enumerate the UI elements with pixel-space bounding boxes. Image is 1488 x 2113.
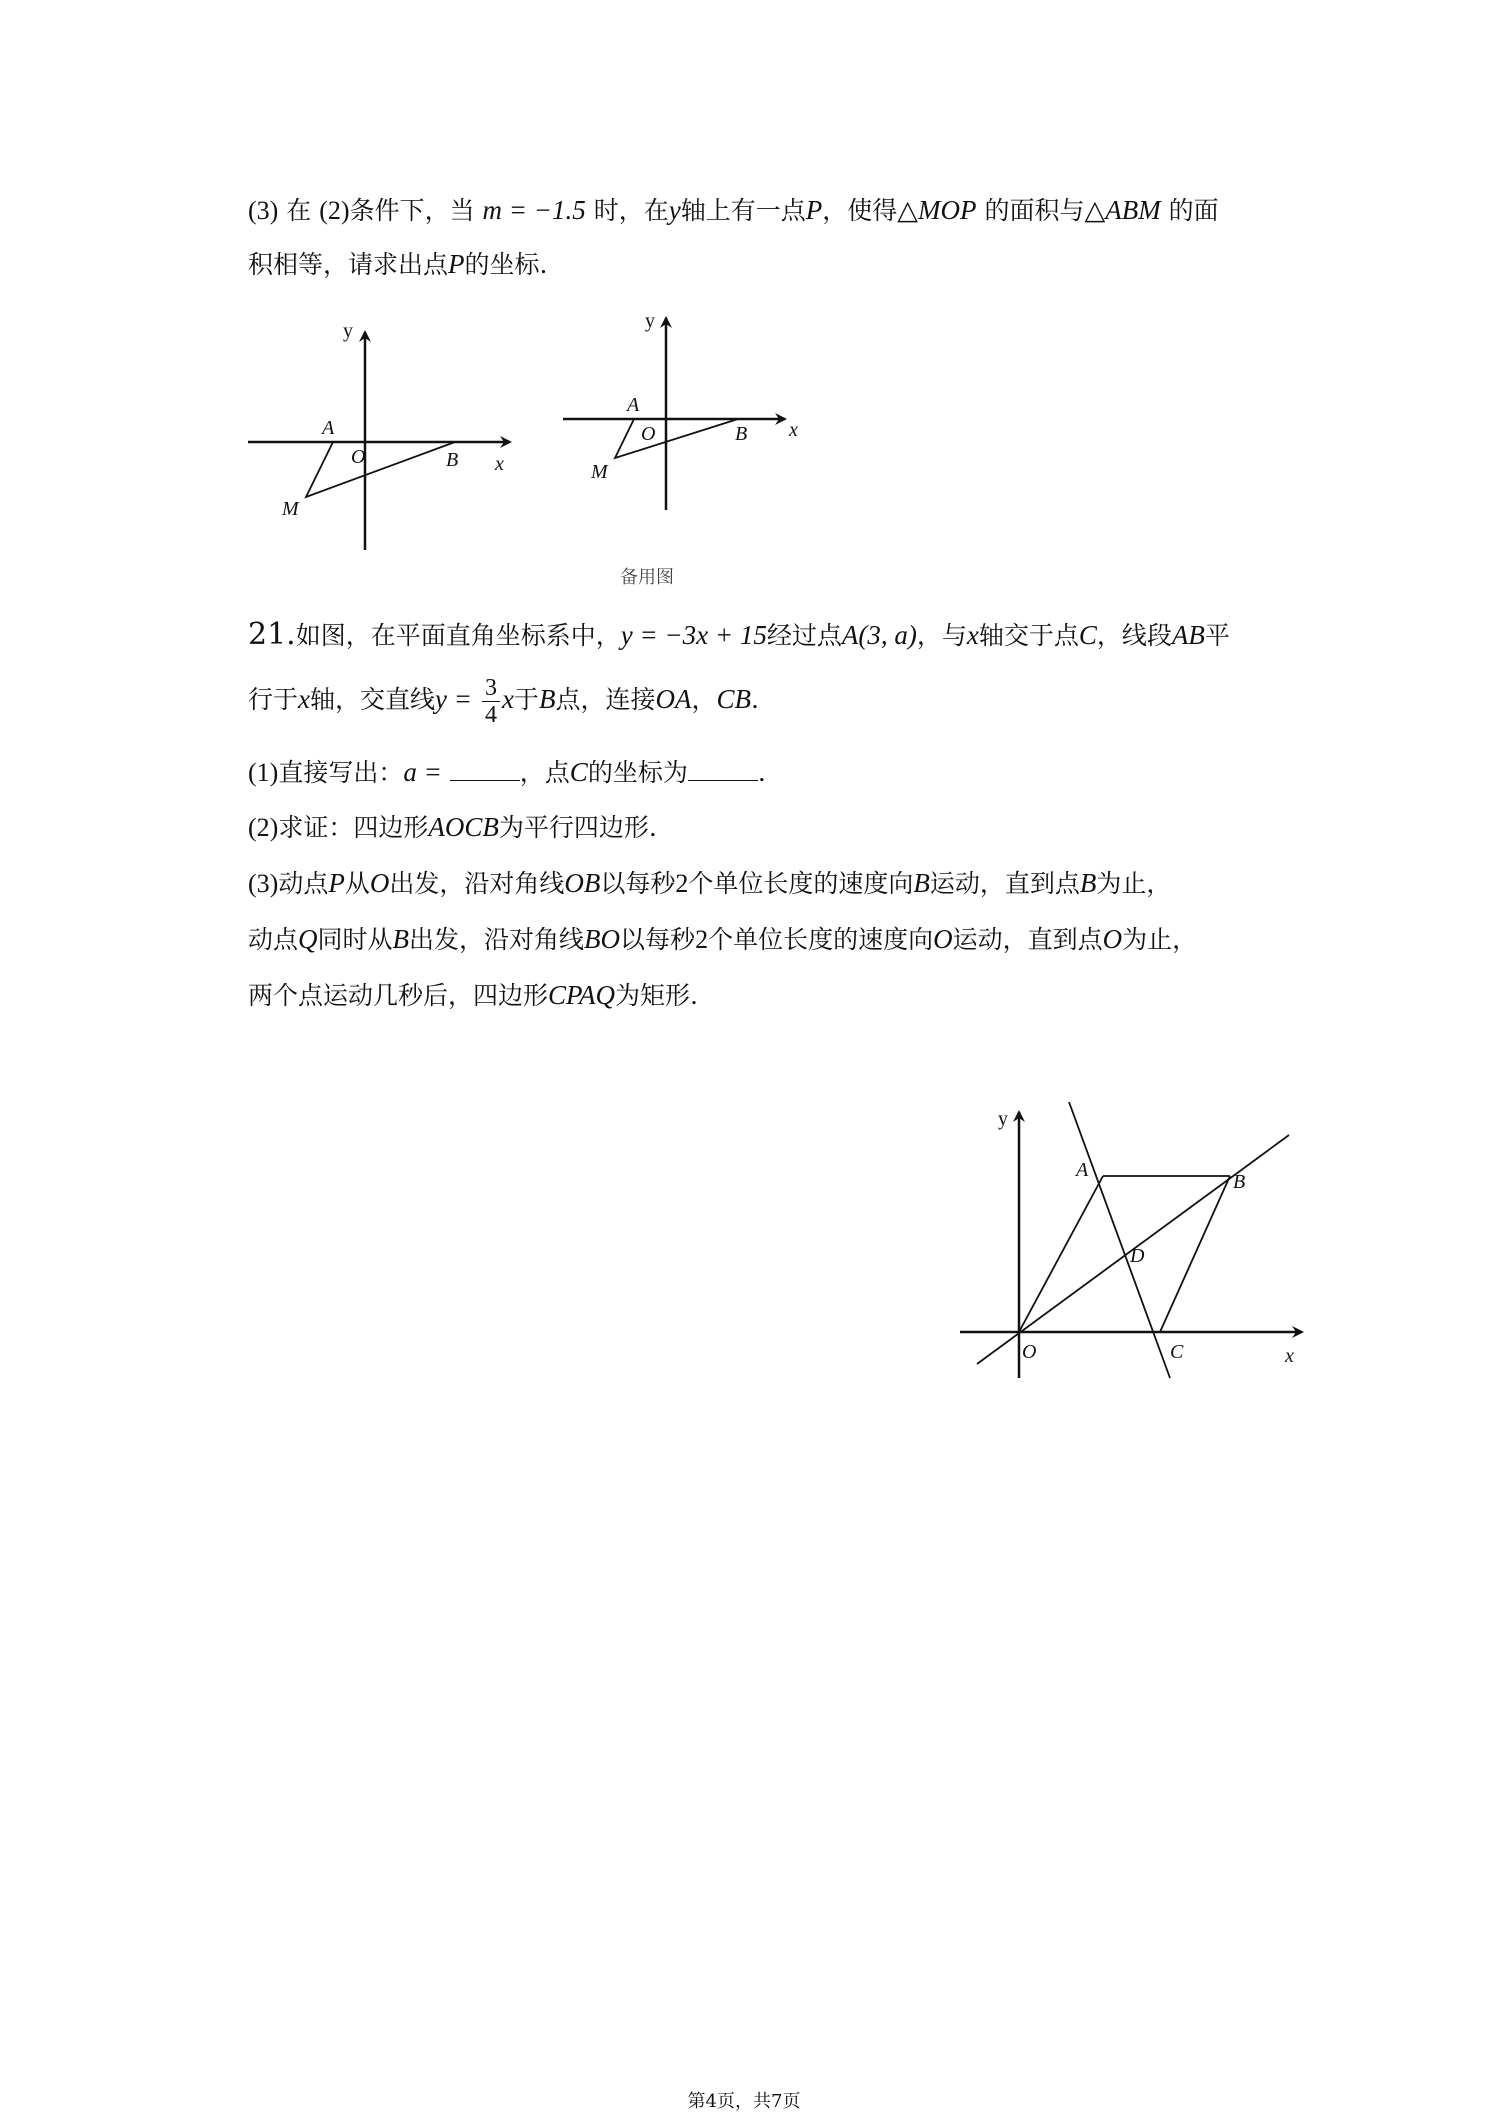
- label-x: x: [1285, 1345, 1294, 1367]
- label-x: x: [789, 419, 798, 441]
- triangle-abm: [615, 419, 738, 458]
- q21-part3-line2: 动点Q同时从B出发，沿对角线BO以每秒2个单位长度的速度向O运动，直到点O为止，: [248, 924, 1198, 954]
- line-y-eq-neg3x-plus-15: [1069, 1102, 1170, 1378]
- q21-line1: 21.如图，在平面直角坐标系中，y = −3x + 15经过点A(3, a)，与x轴交于点C，线段AB平: [248, 617, 1230, 652]
- q21-part3-line1: (3)动点P从O出发，沿对角线OB以每秒2个单位长度的速度向B运动，直到点B为止，: [248, 868, 1172, 898]
- figure-21: [960, 1090, 1320, 1390]
- label-o: O: [641, 423, 656, 445]
- label-x: x: [495, 453, 504, 475]
- segment-cb: [1160, 1176, 1230, 1332]
- label-m: M: [591, 461, 608, 483]
- q21-part1: (1)直接写出：a = ，点C的坐标为 .: [248, 757, 766, 787]
- label-b: B: [446, 449, 459, 471]
- q21-part2: (2)求证：四边形AOCB为平行四边形.: [248, 812, 657, 842]
- segment-oa: [1019, 1176, 1103, 1332]
- q21-line2: 行于x轴，交直线y = $\frac{3}{4}$ x于B点，连接OA，CB.: [248, 675, 759, 728]
- label-b: B: [735, 423, 748, 445]
- answer-blank-a[interactable]: [450, 758, 520, 781]
- figure-20-spare: [555, 310, 815, 520]
- page-footer: 第4页，共7页: [687, 2091, 801, 2112]
- label-o: O: [351, 446, 366, 468]
- label-y: y: [998, 1108, 1008, 1130]
- q20-part3-line2: 积相等，请求出点P的坐标.: [248, 249, 548, 279]
- answer-blank-c[interactable]: [688, 758, 758, 781]
- label-y: y: [645, 310, 655, 332]
- label-m: M: [282, 498, 299, 520]
- label-y: y: [343, 320, 353, 342]
- label-a: A: [1076, 1159, 1089, 1181]
- q20-part3-line1: (3) 在 (2)条件下，当 m = −1.5 时，在y轴上有一点P，使得△MOP 的面积与△ABM 的面: [248, 195, 1219, 225]
- label-o: O: [1022, 1341, 1037, 1363]
- label-d: D: [1130, 1245, 1145, 1267]
- fraction-3-4: $\frac{3}{4}$: [482, 675, 500, 728]
- label-b: B: [1233, 1171, 1246, 1193]
- label-c: C: [1170, 1341, 1184, 1363]
- label-a: A: [322, 417, 335, 439]
- label-a: A: [627, 394, 640, 416]
- figure-caption: 备用图: [620, 567, 674, 588]
- figure-20-main: [240, 310, 530, 560]
- triangle-abm: [306, 442, 455, 497]
- q21-part3-line3: 两个点运动几秒后，四边形CPAQ为矩形.: [248, 980, 698, 1010]
